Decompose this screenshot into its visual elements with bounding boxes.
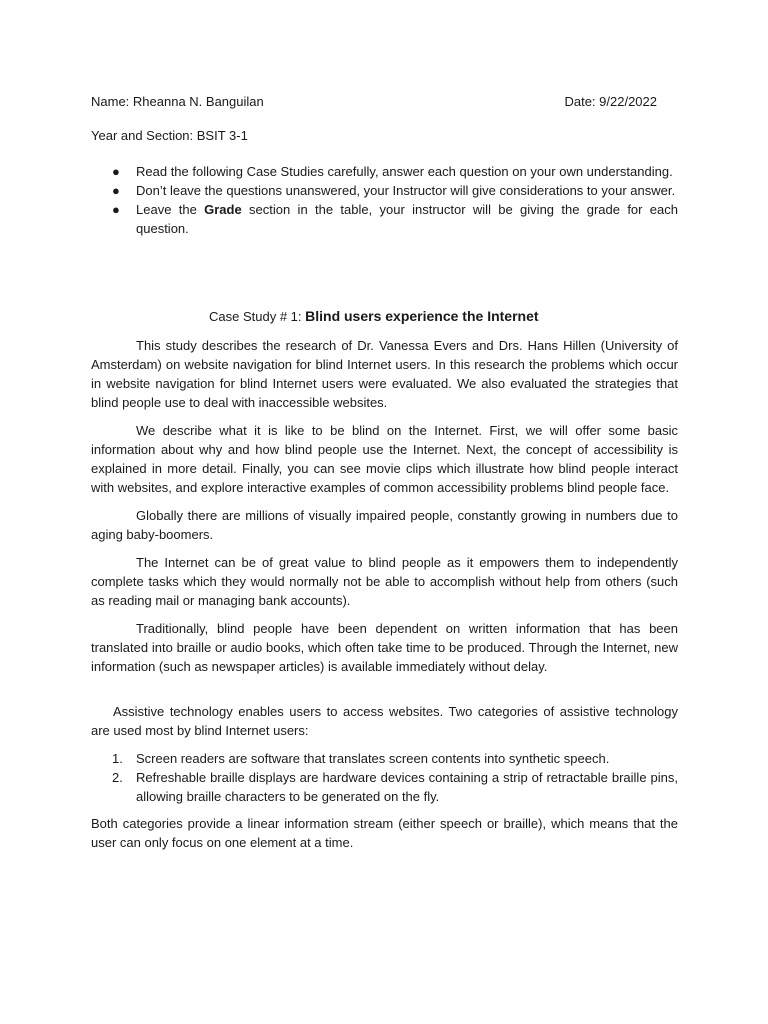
list-item (91, 768, 678, 806)
list-item-text: Refreshable braille displays are hardware devices containing a strip of retractable braille pins, allowing braille characters to be generated on the fly. (136, 770, 678, 804)
instruction-item (91, 181, 678, 200)
paragraph: Globally there are millions of visually impaired people, constantly growing in numbers due to aging baby-boomers. (91, 508, 678, 542)
student-name: Name: Rheanna N. Banguilan (91, 94, 264, 109)
list-number: 1. (112, 751, 123, 766)
instruction-text: Read the following Case Studies carefully, answer each question on your own understanding. (136, 164, 673, 179)
case-study-heading (209, 307, 539, 326)
bullet-icon: ● (112, 183, 120, 198)
closing-paragraph: Both categories provide a linear information stream (either speech or braille), which means that the user can only focus on one element at a time. (91, 816, 678, 850)
bullet-icon: ● (112, 164, 120, 179)
instruction-text-start: Leave the (136, 202, 205, 217)
instruction-text: Don’t leave the questions unanswered, your Instructor will give considerations to your answer. (136, 183, 676, 198)
case-study-title: Blind users experience the Internet (305, 308, 539, 324)
list-item-text: Screen readers are software that translates screen contents into synthetic speech. (136, 751, 610, 766)
technology-list (91, 749, 678, 806)
case-study-body (91, 336, 678, 861)
paragraph: Assistive technology enables users to access websites. Two categories of assistive technology are used most by blind Internet users: (91, 704, 678, 738)
date-field: Date: 9/22/2022 (564, 94, 657, 109)
instructions-list (91, 162, 678, 238)
paragraph: This study describes the research of Dr. Vanessa Evers and Drs. Hans Hillen (University of Amsterdam) on website navigation for blind Internet users. In this research the problems which occur in website navigation for blind Internet users were evaluated. We also evaluated the strategies that blind people use to deal with inaccessible websites. (91, 338, 678, 410)
instruction-text-bold: Grade (204, 202, 242, 217)
instruction-text-end: section in the table, your instructor will be giving the grade for each question. (136, 202, 678, 236)
header-row (91, 92, 676, 111)
instruction-item (91, 162, 678, 181)
bullet-icon: ● (112, 202, 120, 217)
year-section: Year and Section: BSIT 3-1 (91, 128, 248, 143)
list-number: 2. (112, 770, 123, 785)
paragraph: The Internet can be of great value to blind people as it empowers them to independently complete tasks which they would normally not be able to accomplish without help from others (such as reading mail or managing bank accounts). (91, 555, 678, 608)
paragraph: Traditionally, blind people have been dependent on written information that has been translated into braille or audio books, which often take time to be produced. Through the Internet, new information (such as newspaper articles) is available immediately without delay. (91, 621, 678, 674)
case-study-prefix: Case Study # 1: (209, 309, 306, 324)
instruction-item (91, 200, 678, 238)
paragraph: We describe what it is like to be blind on the Internet. First, we will offer some basic information about why and how blind people use the Internet. Next, the concept of accessibility is explained in more detail. Finally, you can see movie clips which illustrate how blind people interact with websites, and explore interactive examples of common accessibility problems blind people face. (91, 423, 678, 495)
list-item (91, 749, 678, 768)
